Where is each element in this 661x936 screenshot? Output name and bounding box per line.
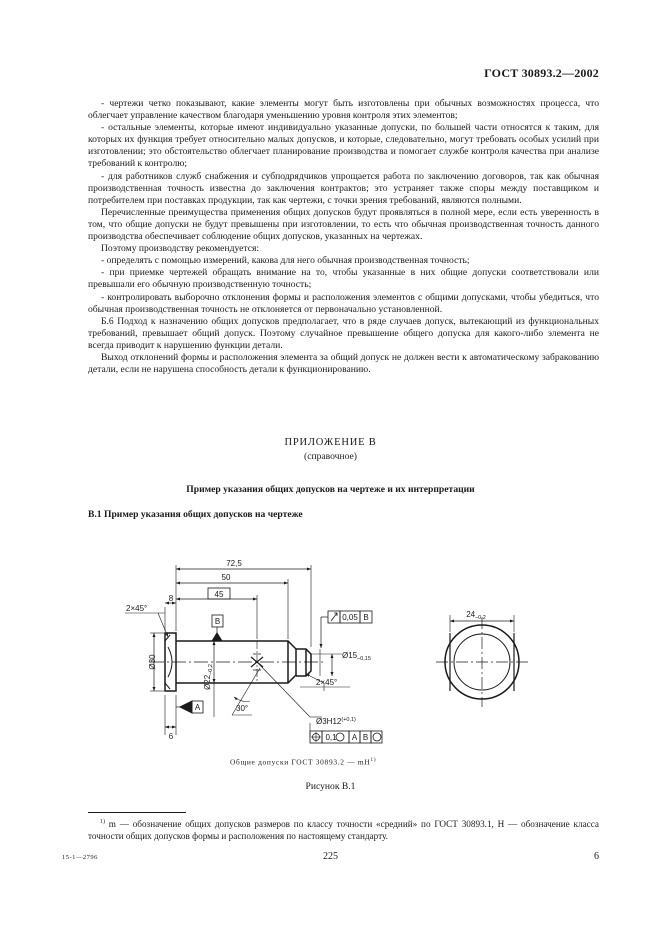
paragraph: - чертежи четко показывают, какие элементы могут быть изготовлены при обычных возможностях процесса, что облегчает управление качеством благодаря уменьшению уровня контроля этих элементов; bbox=[88, 98, 599, 122]
section-title: Пример указания общих допусков на чертеже и их интерпретации bbox=[186, 484, 475, 495]
dim-50: 50 bbox=[221, 573, 231, 582]
body-text bbox=[88, 98, 599, 376]
chamfer-right: 2×45° bbox=[316, 678, 338, 687]
dia-30: Ø30 bbox=[148, 654, 157, 670]
paragraph: Выход отклонений формы и расположения элемента за общий допуск не должен вести к автоматическому забракованию детали, если не нарушена способность детали к функционированию. bbox=[88, 351, 599, 376]
runout-value: 0,05 bbox=[342, 613, 358, 622]
dim-8: 8 bbox=[168, 594, 174, 603]
dia-22: $Ø22_{-0,2}$ bbox=[203, 664, 214, 690]
paragraph: Б.6 Подход к назначению общих допусков предполагает, что в ряде случаев допуск, вытекающий из функциональных требований, превышает общий допуск. Поэтому случайное превышение общего допуска для какого-либо элемента не всегда приводит к нарушению функции детали. bbox=[88, 315, 599, 351]
dim-total-length: 72,5 bbox=[226, 559, 242, 568]
dim-45: 45 bbox=[214, 590, 224, 599]
position-datum-a: A bbox=[351, 733, 358, 742]
technical-drawing bbox=[110, 555, 560, 765]
paragraph: - при приемке чертежей обращать внимание на то, чтобы указанные в них общие допуски соответствовали или превышали его обычную производственную точность; bbox=[88, 267, 599, 291]
paragraph: Перечисленные преимущества применения общих допусков будут проявляться в полной мере, если есть уверенность в том, что общие допуски не будут превышены при изготовлении, то есть что обычная производственная точность данного производства обеспечивает соблюдение общих допусков, указанных на чертежах. bbox=[88, 206, 599, 243]
paragraph: - контролировать выборочно отклонения формы и расположения элементов с общими допусками, чтобы убедиться, что обычная производственная точность не отклоняется от первоначально установленной. bbox=[88, 291, 599, 315]
appendix-title: ПРИЛОЖЕНИЕ В bbox=[284, 437, 377, 448]
paragraph: - определять с помощью измерений, какова для него обычная производственная точность; bbox=[101, 255, 470, 267]
subsection-title: В.1 Пример указания общих допусков на чертеже bbox=[88, 509, 303, 520]
dia-15: $Ø15_{-0,15}$ bbox=[342, 651, 371, 662]
datum-a: A bbox=[194, 703, 201, 712]
dim-6: 6 bbox=[168, 732, 174, 741]
paragraph: - для работников служб снабжения и субподрядчиков упрощается работа по заключению договоров, так как обычная производственная точность известна до заключения контрактов; это устраняет также споры между поставщиком и потребителем при поставках продукции, так как чертежи, с точки зрения требований, являются полными. bbox=[88, 170, 599, 206]
datum-b: B bbox=[214, 617, 221, 626]
general-tolerance-caption: Общие допуски ГОСТ 30893.2 — $mH^{1)}$ bbox=[230, 757, 377, 767]
page-number: 225 bbox=[323, 851, 338, 862]
paragraph: - остальные элементы, которые имеют индивидуально указанные допуски, по большей части относятся к таким, для которых их функция требует относительно малых допусков, и которые, следовательно, могут требовать особых усилий при изготовлении; это обстоятельство облегчает планирование производства и помогает службе контроля качества при анализе требований к контролю; bbox=[88, 122, 599, 170]
across-flats: $24_{-0,2}$ bbox=[466, 610, 486, 621]
position-value: 0,1 bbox=[325, 733, 337, 742]
chamfer-left: 2×45° bbox=[126, 604, 148, 613]
appendix-subtitle: (справочное) bbox=[304, 451, 357, 462]
runout-datum: B bbox=[363, 613, 369, 622]
hole-callout: $Ø3H12^{(+0,1)}$ bbox=[316, 717, 356, 726]
sheet-number: 6 bbox=[594, 851, 599, 862]
footnote-divider bbox=[88, 812, 186, 813]
document-header: ГОСТ 30893.2—2002 bbox=[484, 66, 599, 80]
print-code: 15-1—2796 bbox=[62, 854, 98, 861]
position-datum-b: B bbox=[362, 733, 369, 742]
angle-30: 30° bbox=[236, 704, 249, 713]
paragraph: Поэтому производству рекомендуется: bbox=[101, 243, 260, 255]
footnote: $^{1)}$ m — обозначение общих допусков размеров по классу точности «средний» по ГОСТ 30893.1, H — обозначение класса точности общих допусков формы и расположения по настоящему стандарту. bbox=[88, 819, 600, 842]
figure-label: Рисунок В.1 bbox=[305, 781, 356, 792]
